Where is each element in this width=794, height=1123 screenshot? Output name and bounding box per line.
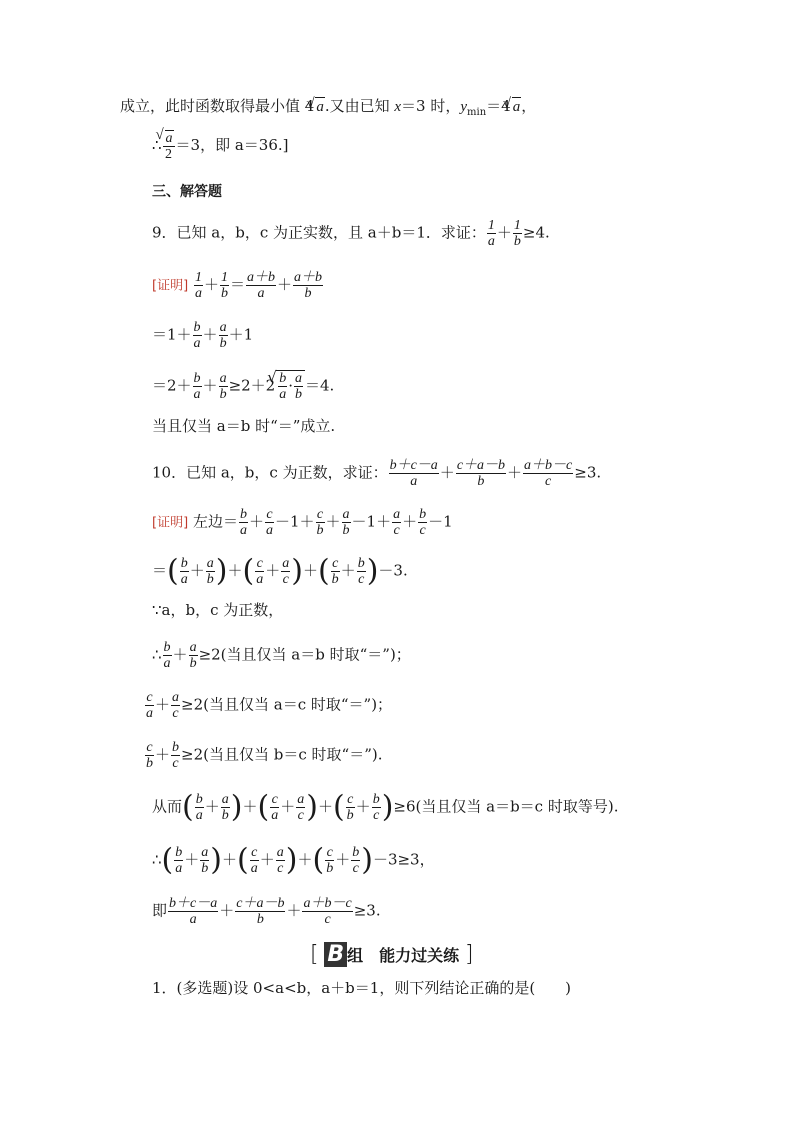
proof-9-line-2: ＝1＋ $\frac{b}{a}$ ＋ $\frac{a}{b}$ ＋1	[152, 320, 254, 351]
proof-tag: [证明]	[152, 278, 189, 294]
group-b-heading: [ B 组 能力过关练 ]	[310, 942, 474, 967]
text-line-1: 成立，此时函数取得最小值 4√ a.又由已知 x＝3 时，$y_{min}=4√$ a，	[120, 97, 536, 122]
therefore-line: ∴( $\frac{b}{a}$ ＋ $\frac{a}{b}$ )＋( $\frac{c}{a}$ ＋ $\frac{a}{c}$ )＋( $\frac{c}{b}$ ＋ $\frac{b}{c}$ )－3≥3，	[152, 842, 435, 878]
question-10: 10．已知 a，b，c 为正数，求证： $\frac{b+c-a}{a}$ ＋ $\frac{c+a-b}{b}$ ＋ $\frac{a+b-c}{c}$ ≥3.	[152, 458, 602, 489]
section-heading: 三、解答题	[152, 184, 222, 200]
proof-9-line-1: [证明] $\frac{1}{a}$ ＋ $\frac{1}{b}$ ＝ $\frac{a+b}{a}$ ＋ $\frac{a+b}{b}$	[152, 270, 322, 301]
from-line: 从而( $\frac{b}{a}$ ＋ $\frac{a}{b}$ )＋( $\frac{c}{a}$ ＋ $\frac{a}{c}$ )＋( $\frac{c}{b}$ ＋ $\frac{b}{c}$ )≥6(当且仅当 a＝b＝c 时取等号).	[152, 789, 619, 825]
because-line: ∵a，b，c 为正数，	[152, 601, 284, 619]
question-b1: 1．(多选题)设 0<a<b，a＋b＝1，则下列结论正确的是( )	[152, 979, 572, 997]
proof-10-line-2: ＝( $\frac{b}{a}$ ＋ $\frac{a}{b}$ )＋( $\frac{c}{a}$ ＋ $\frac{a}{c}$ )＋( $\frac{c}{b}$ ＋ $\frac{b}{c}$ )－3.	[152, 553, 408, 589]
equality-condition: 当且仅当 a＝b 时“＝”成立.	[152, 417, 336, 435]
group-letter: B	[324, 942, 347, 967]
inequality-3: $\frac{c}{b}$ ＋ $\frac{b}{c}$ ≥2(当且仅当 b＝c 时取“＝”).	[146, 740, 383, 771]
proof-9-line-3: ＝2＋ $\frac{b}{a}$ ＋ $\frac{a}{b}$ ≥2＋2 √ $\frac{b}{a}$ · $\frac{a}{b}$ ＝4.	[152, 370, 334, 402]
conclusion-line: 即 $\frac{b+c-a}{a}$ ＋ $\frac{c+a-b}{b}$ ＋ $\frac{a+b-c}{c}$ ≥3.	[152, 896, 381, 927]
text-line-2: ∴ √ $\frac{a}{2}$ ＝3，即 a＝36.]	[152, 130, 289, 162]
question-9: 9．已知 a，b，c 为正实数，且 a＋b＝1．求证： $\frac{1}{a}$ ＋ $\frac{1}{b}$ ≥4.	[152, 218, 550, 249]
inequality-2: $\frac{c}{a}$ ＋ $\frac{a}{c}$ ≥2(当且仅当 a＝c 时取“＝”)；	[146, 690, 393, 721]
inequality-1: ∴ $\frac{b}{a}$ ＋ $\frac{a}{b}$ ≥2(当且仅当 a＝b 时取“＝”)；	[152, 640, 411, 671]
fraction: √ $\frac{a}{2}$	[163, 130, 175, 162]
proof-10-line-1: [证明] 左边＝ $\frac{b}{a}$ ＋ $\frac{c}{a}$ －1＋ $\frac{c}{b}$ ＋ $\frac{a}{b}$ －1＋ $\frac{a}{c}$ ＋ $\frac{b}{c}$ －1	[152, 507, 453, 538]
